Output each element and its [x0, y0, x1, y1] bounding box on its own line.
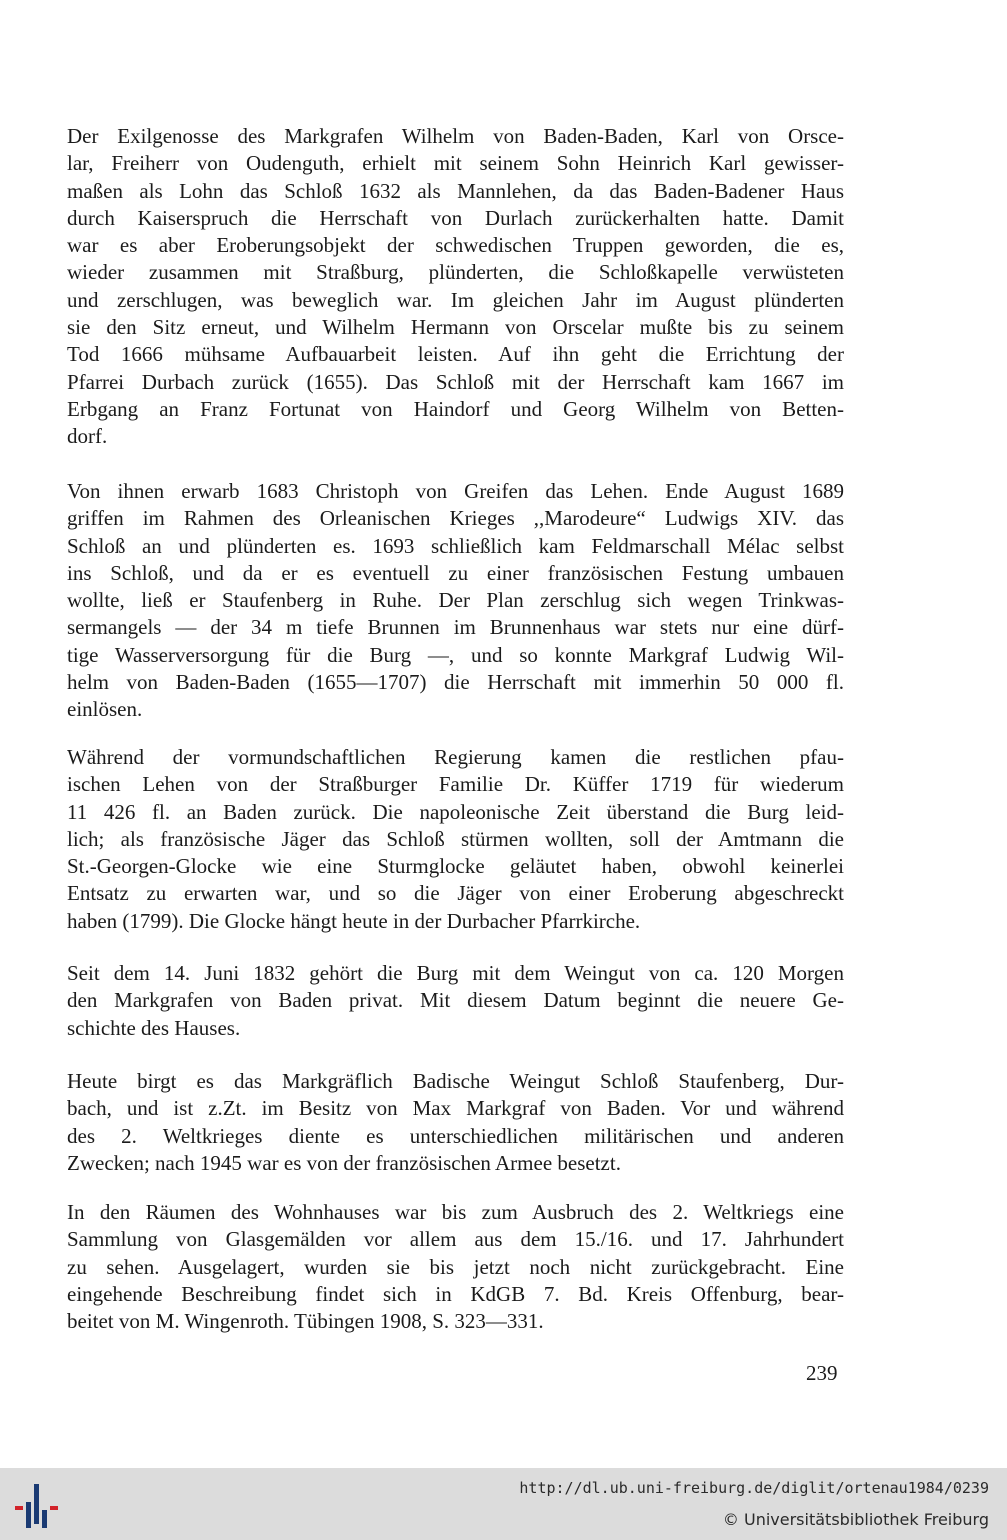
- text-line: In den Räumen des Wohnhauses war bis zum Ausbruch des 2. Weltkriegs eine: [67, 1200, 844, 1224]
- text-line: griffen im Rahmen des Orleanischen Krieges ,,Marodeure“ Ludwigs XIV. das: [67, 506, 844, 531]
- text-line: beitet von M. Wingenroth. Tübingen 1908, S. 323—331.: [67, 1309, 544, 1334]
- text-line: maßen als Lohn das Schloß 1632 als Mannlehen, da das Baden-Badener Haus: [67, 178, 844, 203]
- text-line: ins Schloß, und da er es eventuell zu einer französischen Festung umbauen: [67, 560, 844, 585]
- text-line: Schloß an und plünderten es. 1693 schließlich kam Feldmarschall Mélac selbst: [67, 533, 844, 558]
- ub-freiburg-logo-icon: [12, 1480, 64, 1532]
- text-line: wollte, ließ er Staufenberg in Ruhe. Der Plan zerschlug sich wegen Trinkwas-: [67, 588, 844, 613]
- text-line: des 2. Weltkrieges diente es unterschiedlichen militärischen und anderen: [67, 1123, 844, 1148]
- text-line: Tod 1666 mühsame Aufbauarbeit leisten. Auf ihn geht die Errichtung der: [67, 342, 844, 367]
- text-line: schichte des Hauses.: [67, 1015, 241, 1040]
- text-line: und zerschlugen, was beweglich war. Im gleichen Jahr im August plünderten: [67, 287, 844, 312]
- text-line: ischen Lehen von der Straßburger Familie Dr. Küffer 1719 für wiederum: [67, 772, 844, 797]
- text-line: lich; als französische Jäger das Schloß stürmen wollten, soll der Amtmann die: [67, 826, 844, 851]
- text-line: Sammlung von Glasgemälden vor allem aus dem 15./16. und 17. Jahrhundert: [67, 1227, 844, 1252]
- text-line: tige Wasserversorgung für die Burg —, und so konnte Markgraf Ludwig Wil-: [67, 642, 844, 667]
- text-line: sermangels — der 34 m tiefe Brunnen im Brunnenhaus war stets nur eine dürf-: [67, 615, 844, 640]
- text-line: den Markgrafen von Baden privat. Mit diesem Datum beginnt die neuere Ge-: [67, 988, 844, 1013]
- source-url-link[interactable]: http://dl.ub.uni-freiburg.de/diglit/ortenau1984/0239: [519, 1479, 989, 1497]
- page-number: 239: [806, 1361, 838, 1385]
- text-line: durch Kaiserspruch die Herrschaft von Durlach zurückerhalten hatte. Damit: [67, 205, 844, 230]
- text-line: Der Exilgenosse des Markgrafen Wilhelm von Baden-Baden, Karl von Orsce-: [67, 124, 844, 148]
- text-line: einlösen.: [67, 697, 143, 722]
- text-line: sie den Sitz erneut, und Wilhelm Hermann von Orscelar mußte bis zu seinem: [67, 315, 844, 340]
- copyright-text: © Universitätsbibliothek Freiburg: [722, 1510, 989, 1529]
- text-line: Erbgang an Franz Fortunat von Haindorf und Georg Wilhelm von Betten-: [67, 396, 844, 421]
- paragraph-3: [67, 744, 844, 935]
- paragraph-6: [67, 1199, 844, 1335]
- footer-bar: [0, 1468, 1007, 1540]
- paragraph-2: [67, 478, 844, 724]
- text-line: Zwecken; nach 1945 war es von der französischen Armee besetzt.: [67, 1150, 621, 1175]
- text-line: lar, Freiherr von Oudenguth, erhielt mit seinem Sohn Heinrich Karl gewisser-: [67, 151, 844, 176]
- paragraph-5: [67, 1068, 844, 1177]
- text-line: haben (1799). Die Glocke hängt heute in der Durbacher Pfarrkirche.: [67, 908, 641, 933]
- text-line: eingehende Beschreibung findet sich in KdGB 7. Bd. Kreis Offenburg, bear-: [67, 1281, 844, 1306]
- text-line: bach, und ist z.Zt. im Besitz von Max Markgraf von Baden. Vor und während: [67, 1096, 844, 1121]
- text-line: wieder zusammen mit Straßburg, plünderten, die Schloßkapelle verwüsteten: [67, 260, 844, 285]
- text-line: St.-Georgen-Glocke wie eine Sturmglocke geläutet haben, obwohl keinerlei: [67, 854, 844, 879]
- text-line: Entsatz zu erwarten war, und so die Jäger von einer Eroberung abgeschreckt: [67, 881, 844, 906]
- text-line: 11 426 fl. an Baden zurück. Die napoleonische Zeit überstand die Burg leid-: [67, 799, 844, 824]
- text-line: Heute birgt es das Markgräflich Badische Weingut Schloß Staufenberg, Dur-: [67, 1069, 844, 1093]
- text-line: zu sehen. Ausgelagert, wurden sie bis jetzt noch nicht zurückgebracht. Eine: [67, 1254, 844, 1279]
- text-line: Seit dem 14. Juni 1832 gehört die Burg mit dem Weingut von ca. 120 Morgen: [67, 961, 844, 985]
- text-line: dorf.: [67, 424, 108, 449]
- paragraph-4: [67, 960, 844, 1042]
- paragraph-1: [67, 123, 844, 451]
- text-line: helm von Baden-Baden (1655—1707) die Herrschaft mit immerhin 50 000 fl.: [67, 670, 844, 695]
- text-line: Pfarrei Durbach zurück (1655). Das Schloß mit der Herrschaft kam 1667 im: [67, 369, 844, 394]
- text-line: war es aber Eroberungsobjekt der schwedischen Truppen geworden, die es,: [67, 233, 844, 258]
- text-line: Während der vormundschaftlichen Regierung kamen die restlichen pfau-: [67, 745, 844, 769]
- text-line: Von ihnen erwarb 1683 Christoph von Greifen das Lehen. Ende August 1689: [67, 479, 844, 503]
